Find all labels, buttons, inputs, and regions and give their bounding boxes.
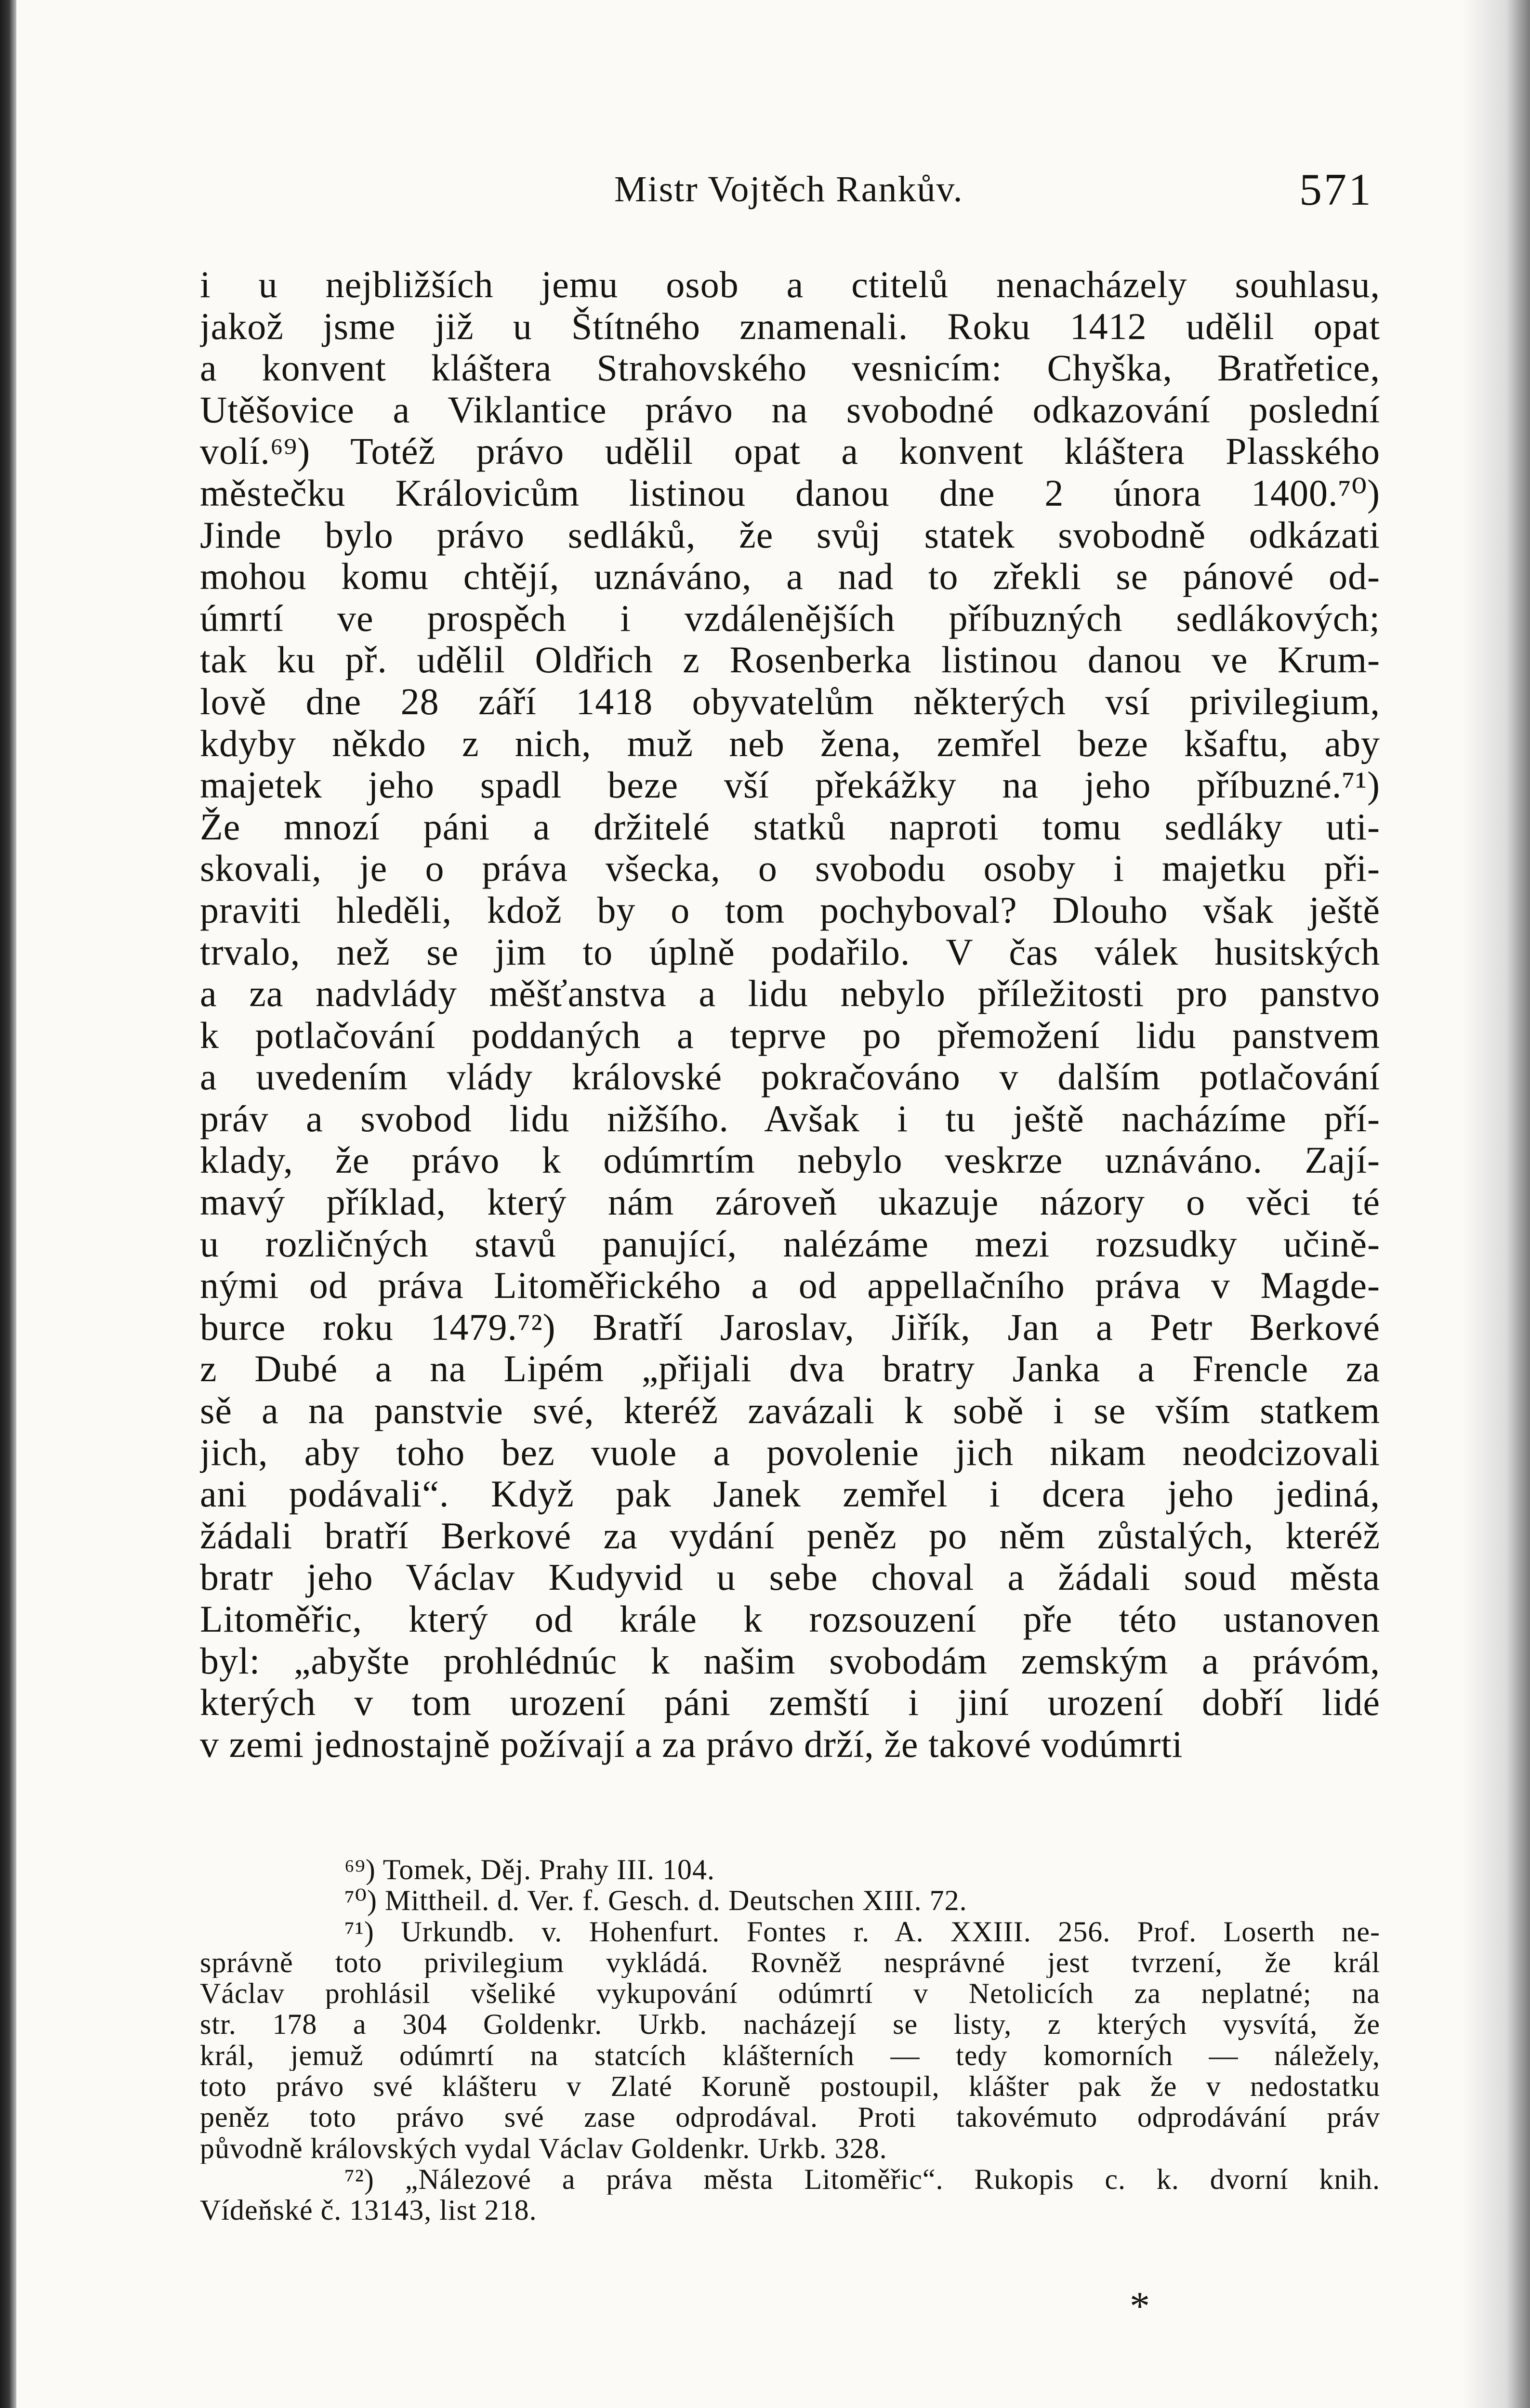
footnote-71-line: str. 178 a 304 Goldenkr. Urkb. nacházejí se listy, z kterých vysvítá, že bbox=[200, 2009, 1380, 2040]
body-line: práv a svobod lidu nižšího. Avšak i tu ještě nacházíme pří- bbox=[200, 1098, 1380, 1139]
body-line: sě a na panstvie své, kteréž zavázali k sobě i se vším statkem bbox=[200, 1390, 1380, 1432]
body-line: tak ku př. udělil Oldřich z Rosenberka listinou danou ve Krum- bbox=[200, 639, 1380, 681]
page-header bbox=[200, 159, 1378, 226]
footnote-71-line: správně toto privilegium vykládá. Rovněž nesprávné jest tvrzení, že král bbox=[200, 1947, 1380, 1978]
body-line: skovali, je o práva všecka, o svobodu osoby i majetku při- bbox=[200, 848, 1380, 890]
body-line: u rozličných stavů panující, nalézáme mezi rozsudky učině- bbox=[200, 1223, 1380, 1265]
body-line: burce roku 1479.⁷²) Bratří Jaroslav, Jiřík, Jan a Petr Berkové bbox=[200, 1306, 1380, 1348]
body-line: a konvent kláštera Strahovského vesnicím: Chyška, Bratřetice, bbox=[200, 347, 1380, 389]
body-line: byl: „abyšte prohlédnúc k našim svobodám zemským a právóm, bbox=[200, 1640, 1380, 1682]
body-line: kdyby někdo z nich, muž neb žena, zemřel beze kšaftu, aby bbox=[200, 722, 1380, 764]
body-line: Že mnozí páni a držitelé statků naproti tomu sedláky uti- bbox=[200, 806, 1380, 848]
footnote-72-line: Vídeňské č. 13143, list 218. bbox=[200, 2195, 537, 2226]
body-line: praviti hleděli, kdož by o tom pochyboval? Dlouho však ještě bbox=[200, 889, 1380, 931]
body-line: lově dne 28 září 1418 obyvatelům některých vsí privilegium, bbox=[200, 681, 1380, 722]
body-line: úmrtí ve prospěch i vzdálenějších příbuzných sedlákových; bbox=[200, 597, 1380, 639]
body-line: městečku Královicům listinou danou dne 2 února 1400.⁷⁰) bbox=[200, 472, 1380, 514]
footnote-72: ⁷²) „Nálezové a práva města Litoměřic“. Rukopis c. k. dvorní knih. bbox=[344, 2163, 1380, 2195]
body-line: mohou komu chtějí, uznáváno, a nad to zřekli se pánové od- bbox=[200, 556, 1380, 598]
body-line: jich, aby toho bez vuole a povolenie jich nikam neodcizovali bbox=[200, 1431, 1380, 1473]
footnote-71-line: král, jemuž odúmrtí na statcích klášterních — tedy komorních — náležely, bbox=[200, 2040, 1380, 2071]
body-line: jakož jsme již u Štítného znamenali. Roku 1412 udělil opat bbox=[200, 305, 1380, 347]
footnote-69: ⁶⁹) Tomek, Děj. Prahy III. 104. bbox=[344, 1854, 715, 1885]
body-line: v zemi jednostajně požívají a za právo drží, že takové vodúmrti bbox=[200, 1723, 1183, 1765]
footnotes bbox=[200, 1854, 1380, 2226]
body-line: z Dubé a na Lipém „přijali dva bratry Janka a Frencle za bbox=[200, 1348, 1380, 1390]
scan-left-edge bbox=[0, 0, 16, 2408]
body-line: nými od práva Litoměřického a od appellačního práva v Magde- bbox=[200, 1265, 1380, 1307]
footnote-71-line: toto právo své klášteru v Zlaté Koruně postoupil, klášter pak že v nedostatku bbox=[200, 2071, 1380, 2102]
running-title: Mistr Vojtěch Rankův. bbox=[614, 169, 963, 209]
body-line: Litoměřic, který od krále k rozsouzení pře této ustanoven bbox=[200, 1598, 1380, 1640]
body-line: ani podávali“. Když pak Janek zemřel i dcera jeho jediná, bbox=[200, 1473, 1380, 1515]
footnote-71: ⁷¹) Urkundb. v. Hohenfurt. Fontes r. A. XXIII. 256. Prof. Loserth ne- bbox=[344, 1916, 1380, 1947]
body-line: trvalo, než se jim to úplně podařilo. V čas válek husitských bbox=[200, 931, 1380, 973]
body-line: bratr jeho Václav Kudyvid u sebe choval a žádali soud města bbox=[200, 1557, 1380, 1598]
body-line: mavý příklad, který nám zároveň ukazuje názory o věci té bbox=[200, 1181, 1380, 1223]
footnote-71-line: Václav prohlásil všeliké vykupování odúmrtí v Netolicích za neplatné; na bbox=[200, 1978, 1380, 2009]
footnote-70: ⁷⁰) Mittheil. d. Ver. f. Gesch. d. Deutschen XIII. 72. bbox=[344, 1885, 967, 1916]
section-ornament: * bbox=[1130, 2284, 1150, 2329]
body-line: k potlačování poddaných a teprve po přemožení lidu panstvem bbox=[200, 1014, 1380, 1056]
body-line: majetek jeho spadl beze vší překážky na jeho příbuzné.⁷¹) bbox=[200, 764, 1380, 806]
body-line: kterých v tom urození páni zemští i jiní urození dobří lidé bbox=[200, 1682, 1380, 1724]
body-text bbox=[200, 264, 1380, 1765]
body-line: Utěšovice a Viklantice právo na svobodné odkazování poslední bbox=[200, 389, 1380, 431]
footnote-71-line: peněz toto právo své zase odprodával. Proti takovémuto odprodávání práv bbox=[200, 2102, 1380, 2133]
body-line: Jinde bylo právo sedláků, že svůj statek svobodně odkázati bbox=[200, 514, 1380, 556]
body-line: a za nadvlády měšťanstva a lidu nebylo příležitosti pro panstvo bbox=[200, 973, 1380, 1015]
scan-right-edge bbox=[1463, 0, 1530, 2408]
page-number: 571 bbox=[1299, 165, 1373, 215]
body-line: žádali bratří Berkové za vydání peněz po něm zůstalých, kteréž bbox=[200, 1515, 1380, 1557]
body-line: klady, že právo k odúmrtím nebylo veskrze uznáváno. Zají- bbox=[200, 1139, 1380, 1181]
body-line: i u nejbližších jemu osob a ctitelů nenacházely souhlasu, bbox=[200, 264, 1380, 305]
body-line: a uvedením vlády královské pokračováno v dalším potlačování bbox=[200, 1056, 1380, 1098]
footnote-71-line: původně královských vydal Václav Goldenkr. Urkb. 328. bbox=[200, 2133, 887, 2164]
body-line: volí.⁶⁹) Totéž právo udělil opat a konvent kláštera Plasského bbox=[200, 431, 1380, 472]
